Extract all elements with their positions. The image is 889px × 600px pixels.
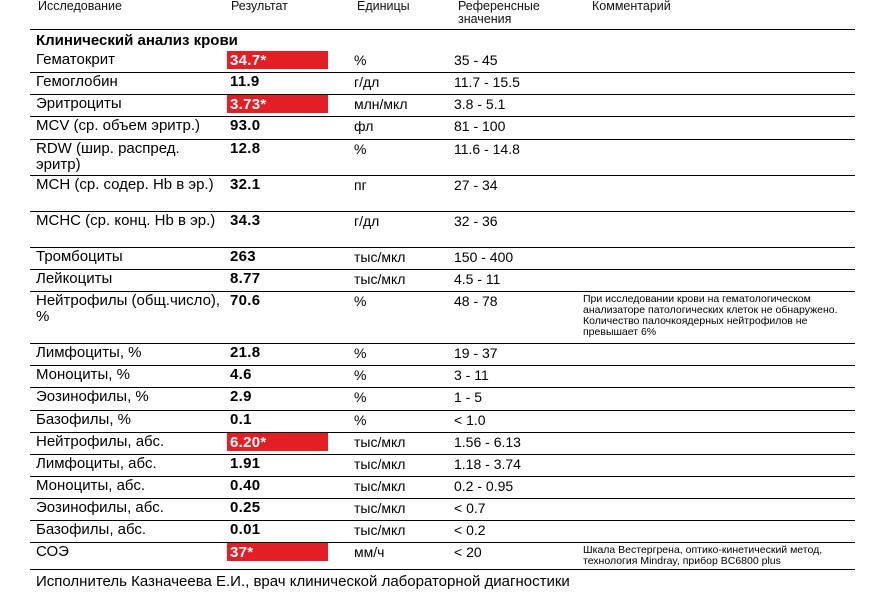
header-result: Результат (231, 0, 288, 13)
units-value: % (354, 367, 367, 383)
reference-range: 1.18 - 3.74 (454, 456, 521, 472)
test-name: Эозинофилы, % (36, 388, 149, 405)
result-value: 21.8 (230, 344, 261, 361)
test-name: Гемоглобин (36, 73, 118, 90)
performer-line: Исполнитель Казначеева Е.И., врач клинической лабораторной диагностики (36, 573, 570, 590)
comment-text: При исследовании крови на гематологическом анализаторе патологических клеток не обнаружено. Количество палочкоядерных нейтрофилов не превышает 6% (583, 293, 838, 338)
table-row (30, 543, 855, 570)
table-row (30, 433, 855, 455)
header-units: Единицы (357, 0, 410, 13)
table-row (30, 51, 855, 73)
test-name: Лимфоциты, % (36, 344, 142, 361)
test-name: MCV (ср. объем эритр.) (36, 117, 201, 134)
result-value: 0.1 (230, 411, 252, 428)
test-name: MCH (ср. содер. Hb в эр.) (36, 176, 214, 193)
test-name: MCHC (ср. конц. Hb в эр.) (36, 212, 216, 229)
test-name: RDW (шир. распред. эритр) (36, 140, 180, 173)
reference-range: 150 - 400 (454, 249, 514, 265)
test-name: Базофилы, % (36, 411, 131, 428)
table-row (30, 477, 855, 499)
comment-text: Шкала Вестергрена, оптико-кинетический метод, технология Mindray, прибор BC6800 plus (583, 544, 823, 567)
result-value: 34.3 (230, 212, 261, 229)
units-value: млн/мкл (354, 96, 408, 112)
table-row (30, 521, 855, 543)
units-value: тыс/мкл (354, 249, 406, 265)
test-name: Базофилы, абс. (36, 521, 147, 538)
units-value: % (354, 389, 367, 405)
result-value: 0.01 (230, 521, 261, 538)
reference-range: 0.2 - 0.95 (454, 478, 514, 494)
table-row (30, 117, 855, 140)
table-row (30, 212, 855, 248)
units-value: % (354, 293, 367, 309)
table-row (30, 248, 855, 270)
table-row (30, 270, 855, 292)
result-value: 70.6 (230, 292, 261, 309)
reference-range: 1 - 5 (454, 389, 483, 405)
reference-range: 11.6 - 14.8 (454, 141, 520, 157)
result-value-abnormal: 37* (227, 543, 328, 561)
test-name: Тромбоциты (36, 248, 123, 265)
reference-range: 35 - 45 (454, 52, 498, 68)
units-value: тыс/мкл (354, 271, 406, 287)
reference-range: < 20 (454, 544, 482, 560)
test-name: Лимфоциты, абс. (36, 455, 157, 472)
units-value: % (354, 412, 367, 428)
result-value-abnormal: 6.20* (227, 433, 328, 451)
result-value: 8.77 (230, 270, 261, 287)
result-value: 0.40 (230, 477, 261, 494)
units-value: фл (354, 118, 374, 134)
reference-range: < 0.7 (454, 500, 486, 516)
units-value: % (354, 345, 367, 361)
header-comment: Комментарий (592, 0, 671, 13)
reference-range: 27 - 34 (454, 177, 498, 193)
result-value: 12.8 (230, 140, 261, 157)
units-value: г/дл (354, 213, 380, 229)
units-value: тыс/мкл (354, 456, 406, 472)
test-name: Моноциты, % (36, 366, 130, 383)
result-value-abnormal: 3.73* (227, 95, 328, 113)
result-value: 93.0 (230, 117, 261, 134)
result-value-abnormal: 34.7* (227, 51, 328, 69)
table-row (30, 95, 855, 117)
units-value: г/дл (354, 74, 380, 90)
units-value: % (354, 52, 367, 68)
table-row (30, 73, 855, 95)
units-value: тыс/мкл (354, 434, 406, 450)
reference-range: 81 - 100 (454, 118, 506, 134)
reference-range: 48 - 78 (454, 293, 498, 309)
reference-range: 3.8 - 5.1 (454, 96, 506, 112)
units-value: мм/ч (354, 544, 385, 560)
table-row (30, 388, 855, 411)
table-row (30, 455, 855, 477)
test-name: Эритроциты (36, 95, 122, 112)
result-value: 263 (230, 248, 256, 265)
result-value: 1.91 (230, 455, 261, 472)
header-reference: Референсные значения (458, 0, 540, 26)
table-row (30, 366, 855, 388)
reference-range: < 1.0 (454, 412, 486, 428)
header-test: Исследование (38, 0, 122, 13)
result-value: 4.6 (230, 366, 252, 383)
test-name: Гематокрит (36, 51, 115, 68)
reference-range: 11.7 - 15.5 (454, 74, 520, 90)
units-value: % (354, 141, 367, 157)
units-value: тыс/мкл (354, 500, 406, 516)
table-row (30, 499, 855, 521)
table-row (30, 344, 855, 366)
table-row (30, 140, 855, 176)
result-value: 32.1 (230, 176, 261, 193)
test-name: Моноциты, абс. (36, 477, 146, 494)
units-value: тыс/мкл (354, 478, 406, 494)
test-name: Нейтрофилы, абс. (36, 433, 165, 450)
header-divider (30, 29, 855, 30)
reference-range: 19 - 37 (454, 345, 498, 361)
test-name: Нейтрофилы (общ.число), % (36, 292, 221, 325)
test-name: Лейкоциты (36, 270, 113, 287)
reference-range: 3 - 11 (454, 367, 489, 383)
units-value: пг (354, 177, 367, 193)
reference-range: 4.5 - 11 (454, 271, 501, 287)
result-value: 2.9 (230, 388, 252, 405)
units-value: тыс/мкл (354, 522, 406, 538)
test-name: Эозинофилы, абс. (36, 499, 164, 516)
result-value: 0.25 (230, 499, 261, 516)
result-value: 11.9 (230, 73, 260, 90)
table-row (30, 176, 855, 212)
table-row (30, 411, 855, 433)
section-title: Клинический анализ крови (36, 32, 238, 49)
table-row (30, 292, 855, 344)
test-name: СОЭ (36, 543, 69, 560)
reference-range: < 0.2 (454, 522, 486, 538)
reference-range: 32 - 36 (454, 213, 498, 229)
reference-range: 1.56 - 6.13 (454, 434, 521, 450)
